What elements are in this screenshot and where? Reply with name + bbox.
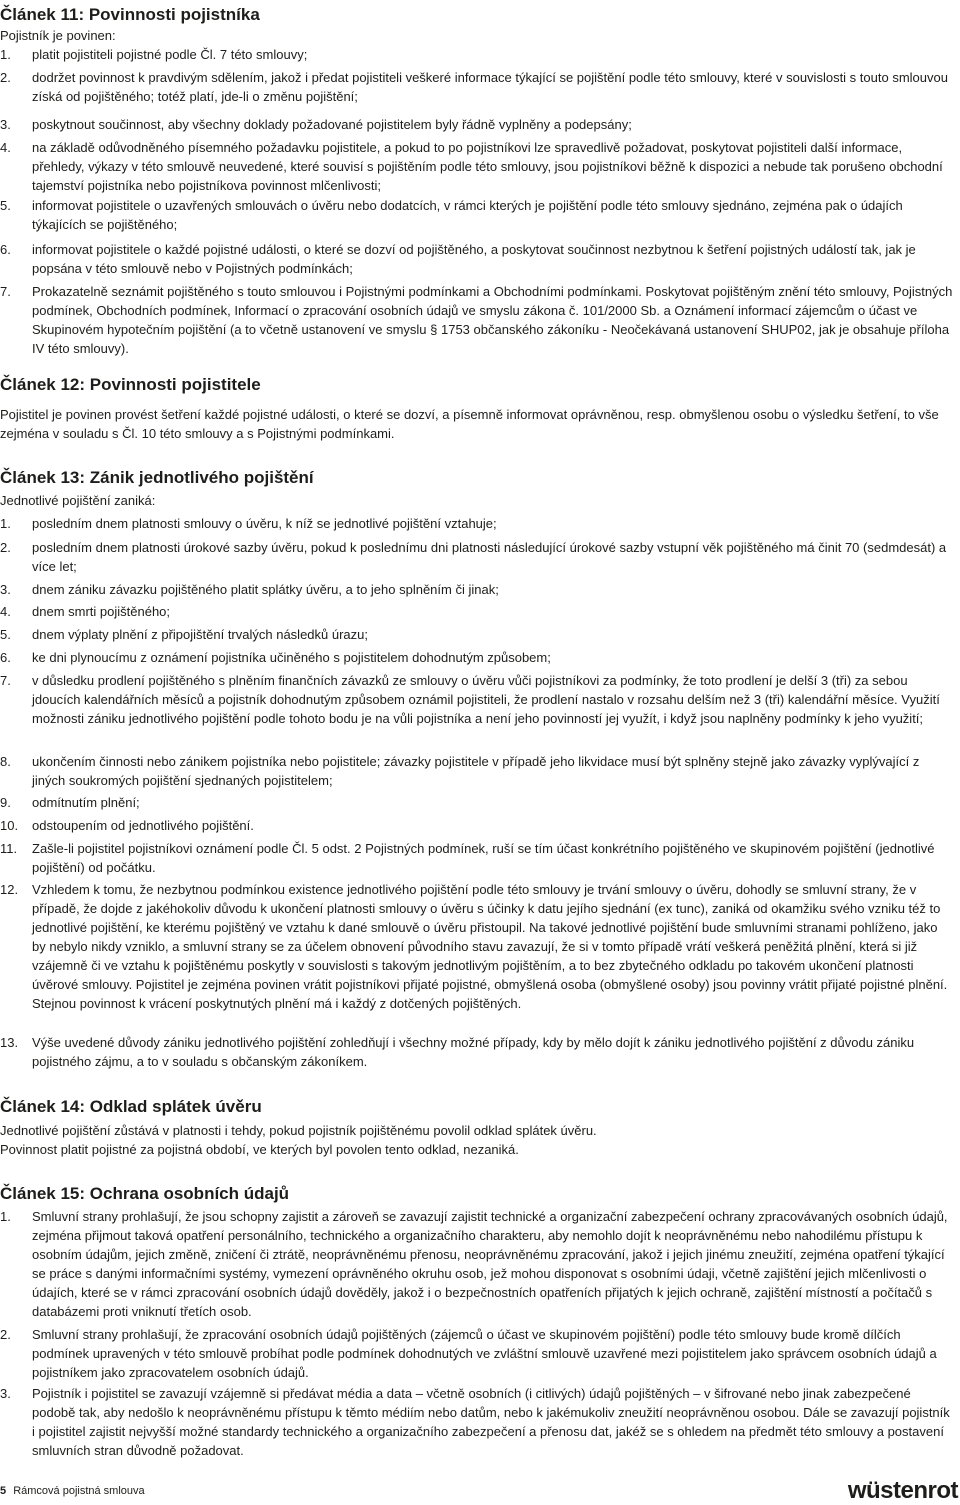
list-item: 2. posledním dnem platnosti úrokové sazby úvěru, pokud k poslednímu dni platnosti následující úrokové sazby vstupní věk pojištěného má činit 70 (sedmdesát) a více let; <box>0 540 947 574</box>
list-item: 6. ke dni plynoucímu z oznámení pojistníka učiněného s pojistitelem dohodnutým způsobem; <box>0 650 551 665</box>
article-13-intro: Jednotlivé pojištění zaniká: <box>0 493 156 508</box>
article-11-title: Článek 11: Povinnosti pojistníka <box>0 5 260 24</box>
list-item: 5. informovat pojistitele o uzavřených smlouvách o úvěru nebo dodatcích, v rámci kterých je pojištění podle této smlouvy sjednáno, zejména pak o údajích týkajících se pojištěného; <box>0 198 903 232</box>
list-item: 3. poskytnout součinnost, aby všechny doklady požadované pojistitelem byly řádně vyplněny a podepsány; <box>0 117 632 132</box>
list-item: 2. dodržet povinnost k pravdivým sdělením, jakož i předat pojistiteli veškeré informace týkající se pojištění podle této smlouvy, které v souvislosti s touto smlouvou získá od pojištěného; totéž platí, jde-li o změnu pojištění; <box>0 70 948 104</box>
list-item: 11. Zašle-li pojistitel pojistníkovi oznámení podle Čl. 5 odst. 2 Pojistných podmínek, ruší se tím účast konkrétního pojištěného ve skupinovém pojištění (jednotlivé pojištění) od počátku. <box>0 841 935 875</box>
list-item: 7. v důsledku prodlení pojištěného s plněním finančních závazků ze smlouvy o úvěru vůči pojistníkovi za podmínky, že toto prodlení je delší 3 (tři) za sebou jdoucích kalendářních měsíců a pojistník dohodnutým způsobem oznámil pojistiteli, že prodlení nastalo v rozsahu delším než 3 (tři) kalendářní měsíce. Využití možnosti zániku jednotlivého pojištění podle tohoto bodu je na vůli pojistníka a není jeho povinností jej využít, i když jsou naplněny podmínky k jeho využití; <box>0 673 940 726</box>
list-item: 9. odmítnutím plnění; <box>0 795 140 810</box>
list-item: 12. Vzhledem k tomu, že nezbytnou podmínkou existence jednotlivého pojištění podle této smlouvy je trvání smlouvy o úvěru, dohodly se smluvní strany, že v případě, že dojde z jakéhokoliv důvodu k ukončení platnosti smlouvy o úvěru s účinky k datu jejího sjednání (ex tunc), zaniká od okamžiku svého vzniku též to jednotlivé pojištění, ke kterému pojištěný ve vztahu k dané smlouvě o úvěru přistoupil. Na takové jednotlivé pojištění bude smluvními stranami pohlíženo, jako by nebylo nikdy vzniklo, a smluvní strany se za účelem obnovení původního stavu zavazují, že si v tomto případě vrátí veškerá peněžitá plnění, která si již vzájemně či ve vztahu k pojištěnému poskytly v souvislosti s takovým jednotlivým pojištěním, a to bez zbytečného odkladu po takovém ukončení platnosti úvěrové smlouvy. Pojistitel je zejména povinen vrátit pojistníkovi přijaté pojistné, obmyšlená osoba (obmyšlené osoby) jsou povinny vrátit přijaté pojistné plnění. Stejnou povinnost k vrácení poskytnutých plnění má i každý z dotčených pojištěných. <box>0 882 948 1011</box>
list-item: 7. Prokazatelně seznámit pojištěného s touto smlouvou i Pojistnými podmínkami a Obchodními podmínkami. Poskytovat pojištěným znění této smlouvy, Pojistných podmínek, Obchodních podmínek, Informací o zpracování osobních údajů ve smyslu zákona č. 101/2000 Sb. a Oznámení informací zájemcům o účast ve Skupinovém hypotečním pojištění (a to včetně ustanovení ve smyslu § 1753 občanského zákoníku - Neočekávaná ustanovení SHUP02, jak je obsahuje příloha IV této smlouvy). <box>0 284 953 356</box>
list-item: 2. Smluvní strany prohlašují, že zpracování osobních údajů pojištěných (zájemců o účast ve skupinovém pojištění) podle této smlouvy bude kromě dílčích podmínek upravených v této smlouvě probíhat podle podmínek dohodnutých ve zvláštní smlouvě uzavřené mezi pojistitelem jako správcem osobních údajů a pojistníkem jako zpracovatelem osobních údajů. <box>0 1327 937 1380</box>
list-item: 10. odstoupením od jednotlivého pojištění. <box>0 818 254 833</box>
article-12-title: Článek 12: Povinnosti pojistitele <box>0 375 261 394</box>
article-14-line-2: Povinnost platit pojistné za pojistná období, ve kterých byl povolen tento odklad, nezaniká. <box>0 1142 519 1157</box>
list-item: 4. dnem smrti pojištěného; <box>0 604 171 619</box>
article-11-intro: Pojistník je povinen: <box>0 28 116 43</box>
article-14-title: Článek 14: Odklad splátek úvěru <box>0 1097 262 1116</box>
list-item: 3. Pojistník i pojistitel se zavazují vzájemně si předávat média a data – včetně osobních (i citlivých) údajů pojištěných – v šifrované nebo jinak zabezpečené podobě tak, aby nedošlo k neoprávněnému přístupu k těmto médiím nebo datům, nebo k jakémukoliv zneužití neoprávněnou osobou. Dále se zavazují pojistník i pojistitel zajistit nejvyšší možné standardy technického a organizačního zabezpečení a přenosu dat, jakéž se s ohledem na předmět této smlouvy a postavení smluvních stran důvodně požadovat. <box>0 1386 950 1458</box>
list-item: 5. dnem výplaty plnění z připojištění trvalých následků úrazu; <box>0 627 369 642</box>
article-14-line-1: Jednotlivé pojištění zůstává v platnosti i tehdy, pokud pojistník pojištěnému povolil odklad splátek úvěru. <box>0 1123 597 1138</box>
page-footer <box>0 1484 145 1498</box>
wustenrot-logo: wüstenrot <box>847 1477 958 1504</box>
list-item: 3. dnem zániku závazku pojištěného platit splátky úvěru, a to jeho splněním či jinak; <box>0 582 499 597</box>
list-item: 1. platit pojistiteli pojistné podle Čl. 7 této smlouvy; <box>0 47 308 62</box>
article-12-text: Pojistitel je povinen provést šetření každé pojistné události, o které se dozví, a písemně informovat oprávněnou, resp. obmyšlenou osobu o výsledku šetření, to vše zejména v souladu s Čl. 10 této smlouvy a s Pojistnými podmínkami. <box>0 407 939 441</box>
list-item: 6. informovat pojistitele o každé pojistné události, o které se dozví od pojištěného, a poskytovat součinnost nezbytnou k šetření pojistných událostí tak, jak je popsána v této smlouvě nebo v Pojistných podmínkách; <box>0 242 916 276</box>
article-15-title: Článek 15: Ochrana osobních údajů <box>0 1184 290 1203</box>
list-item: 13. Výše uvedené důvody zániku jednotlivého pojištění zohledňují i všechny možné případy, kdy by mělo dojít k zániku jednotlivého pojištění z důvodu zániku pojistného zájmu, a to v souladu s občanským zákoníkem. <box>0 1035 915 1069</box>
document-name: Rámcová pojistná smlouva <box>13 1485 145 1497</box>
list-item: 1. posledním dnem platnosti smlouvy o úvěru, k níž se jednotlivé pojištění vztahuje; <box>0 516 497 531</box>
article-13-title: Článek 13: Zánik jednotlivého pojištění <box>0 468 314 487</box>
page-number: 5 <box>0 1485 7 1497</box>
list-item: 8. ukončením činnosti nebo zánikem pojistníka nebo pojistitele; závazky pojistitele v případě jeho likvidace musí být splněny stejně jako závazky vyplývající z jiných soukromých pojištění sjednaných pojistitelem; <box>0 754 920 788</box>
list-item: 1. Smluvní strany prohlašují, že jsou schopny zajistit a zároveň se zavazují zajistit technické a organizační zabezpečení ochrany zpracovávaných osobních údajů, zejména přijmout taková opatření personálního, technického a organizačního charakteru, aby nemohlo dojít k neoprávněnému nebo nahodilému přístupu k osobním údajům, jejich změně, zničení či ztrátě, neoprávněnému přenosu, neoprávněnému zpracování, jakož i jejich jinému zneužití, zejména opatření týkající se práce s danými informačními systémy, vymezení oprávněného okruhu osob, jež mohou disponovat s osobními údaji, včetně zajištění jejich mlčenlivosti o údajích, které se v rámci zpracování osobních údajů dověděly, jakož i o bezpečnostních opatřeních přijatých k jejich ochraně, zajištění místností a počítačů s databázemi proti vniknutí třetích osob. <box>0 1209 948 1319</box>
list-item: 4. na základě odůvodněného písemného požadavku pojistitele, a pokud to po pojistníkovi lze spravedlivě požadovat, poskytovat pojistiteli další informace, přehledy, výkazy v této smlouvě neuvedené, které souvisí s pojištěním podle této smlouvy, jsou pojistníkovi běžně k dispozici a nebude tak porušeno obchodní tajemství pojistníka nebo pojistníkova povinnost mlčenlivosti; <box>0 140 943 193</box>
